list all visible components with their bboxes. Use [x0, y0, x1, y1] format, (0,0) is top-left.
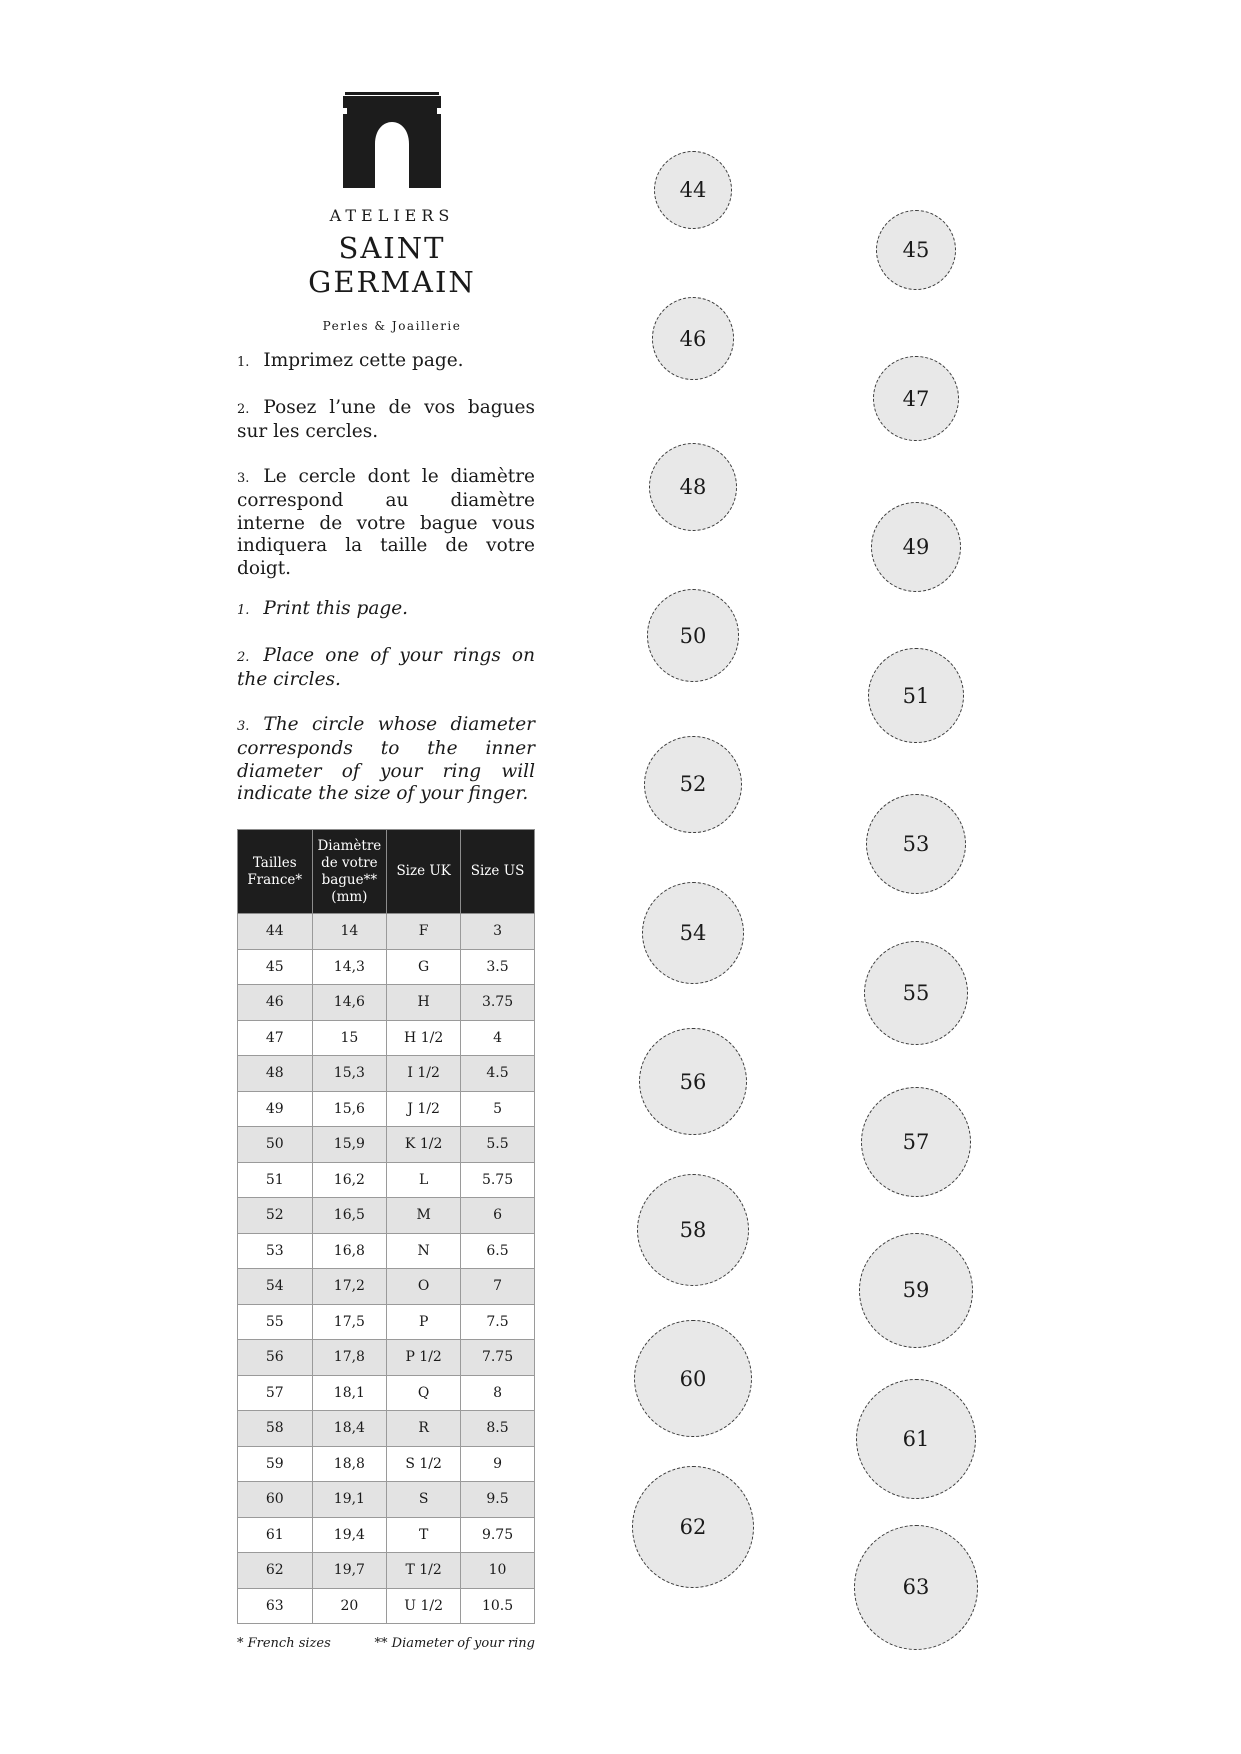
table-cell: 19,7: [312, 1553, 387, 1589]
table-cell: 15,6: [312, 1091, 387, 1127]
table-cell: T 1/2: [387, 1553, 461, 1589]
ring-circle-label: 47: [902, 386, 930, 411]
table-cell: 60: [238, 1482, 313, 1518]
table-row: [238, 1304, 535, 1340]
table-cell: 16,2: [312, 1162, 387, 1198]
table-cell: 44: [238, 914, 313, 950]
ring-circle-label: 56: [679, 1069, 707, 1094]
column-header: Tailles France*: [238, 830, 313, 914]
ring-circle-50: [647, 589, 740, 682]
table-cell: 51: [238, 1162, 313, 1198]
table-cell: 9.75: [461, 1517, 535, 1553]
instructions-english: [237, 598, 535, 828]
table-cell: I 1/2: [387, 1056, 461, 1092]
ring-circle-label: 50: [679, 623, 707, 648]
table-row: [238, 914, 535, 950]
table-row: [238, 1553, 535, 1589]
table-cell: K 1/2: [387, 1127, 461, 1163]
brand-logo: [252, 92, 532, 333]
table-cell: 47: [238, 1020, 313, 1056]
table-cell: 49: [238, 1091, 313, 1127]
ring-circle-62: [632, 1466, 754, 1588]
footnote-diameter: ** Diameter of your ring: [374, 1636, 535, 1651]
ring-circle-label: 48: [679, 475, 707, 500]
table-row: [238, 1482, 535, 1518]
instructions-french: [237, 350, 535, 602]
brand-line1: ATELIERS: [329, 206, 455, 225]
ring-circle-49: [871, 502, 961, 592]
table-cell: H 1/2: [387, 1020, 461, 1056]
instruction-step: 1. Imprimez cette page.: [237, 350, 464, 371]
table-cell: 46: [238, 985, 313, 1021]
table-cell: 58: [238, 1411, 313, 1447]
table-cell: 17,5: [312, 1304, 387, 1340]
table-cell: 5: [461, 1091, 535, 1127]
ring-circle-label: 44: [679, 178, 707, 202]
instruction-step: 1. Print this page.: [237, 598, 409, 619]
table-row: [238, 1375, 535, 1411]
table-row: [238, 1127, 535, 1163]
table-cell: 8: [461, 1375, 535, 1411]
ring-circle-label: 61: [902, 1426, 930, 1451]
table-cell: F: [387, 914, 461, 950]
ring-circle-label: 52: [679, 772, 707, 797]
table-row: [238, 1056, 535, 1092]
arc-de-triomphe-icon: [337, 92, 447, 192]
ring-circle-46: [652, 297, 735, 380]
ring-circle-label: 49: [902, 535, 930, 560]
table-cell: 19,1: [312, 1482, 387, 1518]
table-cell: S 1/2: [387, 1446, 461, 1482]
ring-circle-53: [866, 794, 966, 894]
instruction-step: 2. Place one of your rings on the circles.: [237, 644, 535, 690]
table-cell: 3: [461, 914, 535, 950]
ring-circle-48: [649, 443, 737, 531]
table-cell: 16,5: [312, 1198, 387, 1234]
table-row: [238, 985, 535, 1021]
ring-circle-60: [634, 1320, 751, 1437]
table-cell: 50: [238, 1127, 313, 1163]
table-cell: R: [387, 1411, 461, 1447]
column-header: Size UK: [387, 830, 461, 914]
ring-circle-44: [654, 151, 732, 229]
table-cell: U 1/2: [387, 1588, 461, 1624]
table-cell: 61: [238, 1517, 313, 1553]
table-cell: 3.5: [461, 949, 535, 985]
table-cell: 55: [238, 1304, 313, 1340]
ring-circle-label: 55: [902, 980, 930, 1005]
ring-circle-label: 51: [902, 683, 930, 708]
table-cell: 59: [238, 1446, 313, 1482]
table-cell: 18,4: [312, 1411, 387, 1447]
table-cell: 62: [238, 1553, 313, 1589]
table-cell: Q: [387, 1375, 461, 1411]
ring-circle-47: [873, 356, 958, 441]
ring-circle-59: [859, 1233, 974, 1348]
column-header: Size US: [461, 830, 535, 914]
ring-circle-57: [861, 1087, 971, 1197]
table-cell: 6: [461, 1198, 535, 1234]
table-cell: S: [387, 1482, 461, 1518]
table-row: [238, 1411, 535, 1447]
table-cell: 10.5: [461, 1588, 535, 1624]
ring-circle-label: 63: [902, 1575, 930, 1600]
table-cell: 48: [238, 1056, 313, 1092]
ring-circle-label: 54: [679, 921, 707, 945]
table-cell: 45: [238, 949, 313, 985]
ring-circle-61: [856, 1379, 976, 1499]
table-row: [238, 1091, 535, 1127]
table-cell: H: [387, 985, 461, 1021]
table-header-row: [238, 830, 535, 914]
table-cell: 6.5: [461, 1233, 535, 1269]
instruction-step: 3. Le cercle dont le diamètre correspond au diamètre interne de votre bague vous indiquera la taille de votre doigt.: [237, 465, 535, 579]
ring-circle-label: 62: [679, 1515, 707, 1540]
table-cell: 15,3: [312, 1056, 387, 1092]
table-row: [238, 1446, 535, 1482]
table-cell: 18,1: [312, 1375, 387, 1411]
ring-circle-52: [644, 736, 742, 834]
table-cell: P: [387, 1304, 461, 1340]
table-cell: 17,8: [312, 1340, 387, 1376]
table-row: [238, 1340, 535, 1376]
ring-circle-label: 60: [679, 1366, 707, 1391]
table-cell: 16,8: [312, 1233, 387, 1269]
table-row: [238, 949, 535, 985]
table-cell: 56: [238, 1340, 313, 1376]
instruction-step: 2. Posez l’une de vos bagues sur les cercles.: [237, 396, 535, 442]
table-cell: 14,6: [312, 985, 387, 1021]
table-cell: 7: [461, 1269, 535, 1305]
table-cell: 7.5: [461, 1304, 535, 1340]
table-cell: 9.5: [461, 1482, 535, 1518]
table-row: [238, 1233, 535, 1269]
size-table: [237, 829, 535, 1624]
ring-circle-55: [864, 941, 969, 1046]
table-row: [238, 1162, 535, 1198]
table-cell: 20: [312, 1588, 387, 1624]
table-cell: 17,2: [312, 1269, 387, 1305]
table-cell: 14,3: [312, 949, 387, 985]
ring-circle-label: 58: [679, 1218, 707, 1243]
table-cell: L: [387, 1162, 461, 1198]
table-cell: 5.75: [461, 1162, 535, 1198]
table-cell: 3.75: [461, 985, 535, 1021]
ring-circle-51: [868, 648, 963, 743]
ring-circle-label: 53: [902, 832, 930, 857]
table-cell: G: [387, 949, 461, 985]
brand-tagline: Perles & Joaillerie: [322, 319, 462, 333]
table-cell: 15: [312, 1020, 387, 1056]
table-cell: 7.75: [461, 1340, 535, 1376]
ring-circle-label: 57: [902, 1129, 930, 1154]
footnote-french-sizes: * French sizes: [237, 1636, 331, 1651]
ring-circle-label: 59: [902, 1278, 930, 1303]
table-cell: M: [387, 1198, 461, 1234]
table-cell: 52: [238, 1198, 313, 1234]
table-cell: 8.5: [461, 1411, 535, 1447]
table-row: [238, 1198, 535, 1234]
table-cell: T: [387, 1517, 461, 1553]
table-cell: 15,9: [312, 1127, 387, 1163]
instruction-step: 3. The circle whose diameter corresponds to the inner diameter of your ring will indicate the size of your finger.: [237, 713, 535, 804]
table-cell: 18,8: [312, 1446, 387, 1482]
table-row: [238, 1269, 535, 1305]
table-cell: 63: [238, 1588, 313, 1624]
table-cell: 19,4: [312, 1517, 387, 1553]
table-cell: 53: [238, 1233, 313, 1269]
table-cell: 57: [238, 1375, 313, 1411]
table-cell: 4: [461, 1020, 535, 1056]
column-header: Diamètre de votre bague** (mm): [312, 830, 387, 914]
table-cell: 54: [238, 1269, 313, 1305]
table-cell: 10: [461, 1553, 535, 1589]
ring-circle-56: [639, 1028, 746, 1135]
table-cell: 9: [461, 1446, 535, 1482]
table-cell: 14: [312, 914, 387, 950]
table-cell: P 1/2: [387, 1340, 461, 1376]
ring-circle-63: [854, 1525, 979, 1650]
table-row: [238, 1020, 535, 1056]
ring-circle-label: 46: [679, 326, 707, 351]
table-row: [238, 1517, 535, 1553]
brand-name: SAINT GERMAIN: [308, 231, 476, 299]
table-cell: 5.5: [461, 1127, 535, 1163]
table-cell: N: [387, 1233, 461, 1269]
table-cell: 4.5: [461, 1056, 535, 1092]
ring-circle-54: [642, 882, 745, 985]
ring-circle-label: 45: [902, 237, 930, 262]
table-cell: O: [387, 1269, 461, 1305]
ring-circle-58: [637, 1174, 749, 1286]
table-row: [238, 1588, 535, 1624]
ring-circle-45: [876, 210, 956, 290]
table-cell: J 1/2: [387, 1091, 461, 1127]
